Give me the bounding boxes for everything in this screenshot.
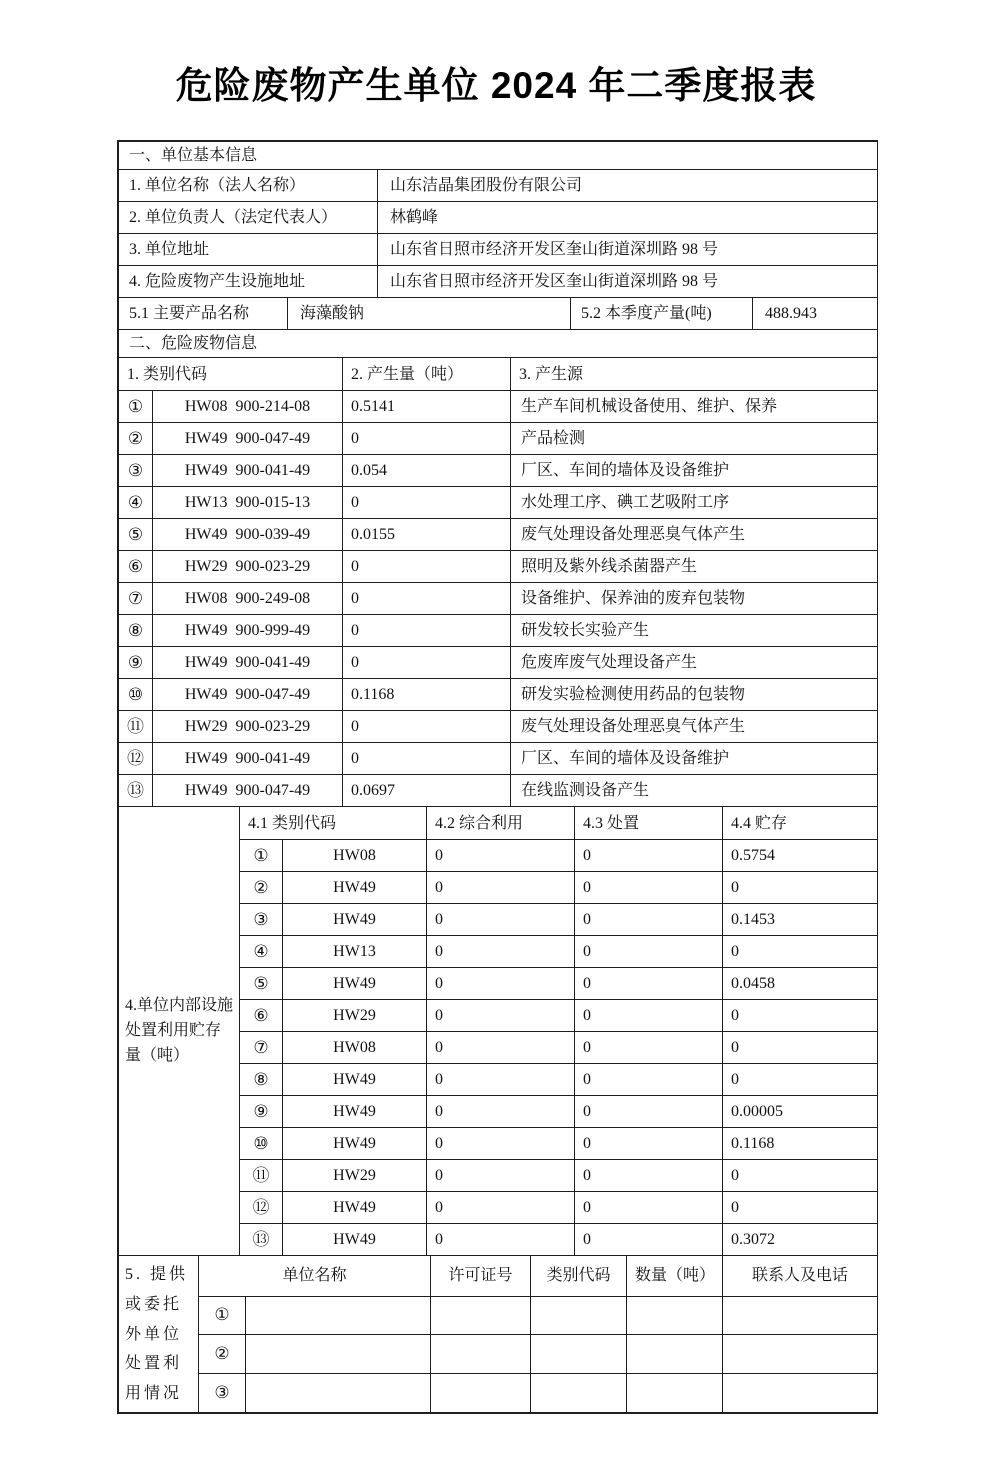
code-cell: [531, 1335, 627, 1374]
external-row: [119, 1296, 878, 1335]
waste-amount: 0: [343, 583, 511, 615]
storage-value: 0: [723, 1192, 878, 1224]
storage-value: 0: [723, 1000, 878, 1032]
storage-value: 0: [723, 936, 878, 968]
col-header-source: 3. 产生源: [511, 358, 878, 391]
storage-value: 0: [723, 1160, 878, 1192]
section5-label: 5. 提供或委托外单位处置利用情况: [119, 1256, 199, 1413]
internal-code: HW49: [283, 1128, 427, 1160]
internal-code: HW49: [283, 968, 427, 1000]
col-header-contact: 联系人及电话: [723, 1256, 878, 1296]
reuse-value: 0: [427, 936, 575, 968]
internal-code: HW08: [283, 1032, 427, 1064]
row-seq: ⑩: [119, 679, 153, 711]
col-header-amount: 数量（吨）: [627, 1256, 723, 1296]
internal-code: HW49: [283, 1192, 427, 1224]
internal-code: HW49: [283, 1096, 427, 1128]
table-row: [119, 298, 878, 330]
disposal-value: 0: [575, 1224, 723, 1256]
internal-header-row: [119, 807, 878, 840]
disposal-value: 0: [575, 1128, 723, 1160]
amount-cell: [627, 1374, 723, 1413]
storage-value: 0.00005: [723, 1096, 878, 1128]
reuse-value: 0: [427, 840, 575, 872]
facility-address-value: 山东省日照市经济开发区奎山街道深圳路 98 号: [378, 266, 878, 298]
row-seq: ①: [240, 840, 283, 872]
row-seq: ③: [119, 455, 153, 487]
row-seq: ②: [199, 1335, 246, 1374]
disposal-value: 0: [575, 840, 723, 872]
disposal-value: 0: [575, 1096, 723, 1128]
waste-code: HW13 900-015-13: [153, 487, 343, 519]
col-header-amount: 2. 产生量（吨）: [343, 358, 511, 391]
waste-amount: 0: [343, 423, 511, 455]
waste-amount: 0.054: [343, 455, 511, 487]
col-header-42-reuse: 4.2 综合利用: [427, 807, 575, 840]
section2-heading: 二、危险废物信息: [119, 330, 878, 358]
reuse-value: 0: [427, 1128, 575, 1160]
row-seq: ⑬: [119, 775, 153, 807]
reuse-value: 0: [427, 1192, 575, 1224]
table-internal-disposal: [118, 806, 878, 1256]
row-seq: ③: [199, 1374, 246, 1413]
facility-address-label: 4. 危险废物产生设施地址: [119, 266, 378, 298]
waste-row: [119, 775, 878, 807]
code-cell: [531, 1296, 627, 1335]
waste-row: [119, 487, 878, 519]
external-row: [119, 1374, 878, 1413]
unit-name-cell: [246, 1335, 431, 1374]
col-header-44-storage: 4.4 贮存: [723, 807, 878, 840]
col-header-code: 1. 类别代码: [119, 358, 343, 391]
reuse-value: 0: [427, 1096, 575, 1128]
row-seq: ⑪: [119, 711, 153, 743]
reuse-value: 0: [427, 968, 575, 1000]
waste-source: 废气处理设备处理恶臭气体产生: [511, 519, 878, 551]
table-waste-info: [118, 329, 878, 807]
waste-amount: 0.0697: [343, 775, 511, 807]
table-external-disposal: [118, 1255, 878, 1413]
license-cell: [431, 1296, 531, 1335]
contact-cell: [723, 1335, 878, 1374]
waste-row: [119, 391, 878, 423]
waste-code: HW49 900-047-49: [153, 423, 343, 455]
section4-label: 4.单位内部设施处置利用贮存量（吨）: [119, 807, 240, 1256]
row-seq: ⑫: [240, 1192, 283, 1224]
product-name-label: 5.1 主要产品名称: [119, 298, 288, 330]
report-form: [117, 140, 878, 1414]
waste-code: HW08 900-249-08: [153, 583, 343, 615]
internal-code: HW13: [283, 936, 427, 968]
row-seq: ⑨: [240, 1096, 283, 1128]
waste-source: 设备维护、保养油的废弃包装物: [511, 583, 878, 615]
waste-amount: 0: [343, 711, 511, 743]
waste-source: 在线监测设备产生: [511, 775, 878, 807]
waste-code: HW49 900-039-49: [153, 519, 343, 551]
waste-code: HW08 900-214-08: [153, 391, 343, 423]
disposal-value: 0: [575, 1032, 723, 1064]
waste-code: HW49 900-047-49: [153, 775, 343, 807]
quarter-output-label: 5.2 本季度产量(吨): [571, 298, 753, 330]
row-seq: ⑬: [240, 1224, 283, 1256]
unit-head-label: 2. 单位负责人（法定代表人）: [119, 202, 378, 234]
waste-source: 废气处理设备处理恶臭气体产生: [511, 711, 878, 743]
unit-name-label: 1. 单位名称（法人名称）: [119, 170, 378, 202]
waste-source: 水处理工序、碘工艺吸附工序: [511, 487, 878, 519]
waste-source: 研发实验检测使用药品的包装物: [511, 679, 878, 711]
contact-cell: [723, 1374, 878, 1413]
waste-code: HW49 900-999-49: [153, 615, 343, 647]
internal-code: HW49: [283, 872, 427, 904]
page-title: 危险废物产生单位 2024 年二季度报表: [175, 65, 817, 106]
waste-row: [119, 743, 878, 775]
waste-source: 厂区、车间的墙体及设备维护: [511, 743, 878, 775]
row-seq: ⑤: [240, 968, 283, 1000]
internal-code: HW29: [283, 1000, 427, 1032]
waste-row: [119, 615, 878, 647]
col-header-41-code: 4.1 类别代码: [240, 807, 427, 840]
external-row: [119, 1335, 878, 1374]
storage-value: 0: [723, 1064, 878, 1096]
row-seq: ⑨: [119, 647, 153, 679]
waste-source: 研发较长实验产生: [511, 615, 878, 647]
amount-cell: [627, 1296, 723, 1335]
waste-code: HW29 900-023-29: [153, 551, 343, 583]
reuse-value: 0: [427, 1224, 575, 1256]
storage-value: 0.0458: [723, 968, 878, 1000]
row-seq: ⑪: [240, 1160, 283, 1192]
waste-row: [119, 551, 878, 583]
table-row: [119, 170, 878, 202]
reuse-value: 0: [427, 1032, 575, 1064]
disposal-value: 0: [575, 936, 723, 968]
disposal-value: 0: [575, 1160, 723, 1192]
reuse-value: 0: [427, 1000, 575, 1032]
row-seq: ①: [119, 391, 153, 423]
row-seq: ⑩: [240, 1128, 283, 1160]
storage-value: 0.3072: [723, 1224, 878, 1256]
waste-source: 产品检测: [511, 423, 878, 455]
waste-row: [119, 679, 878, 711]
waste-amount: 0.5141: [343, 391, 511, 423]
internal-code: HW29: [283, 1160, 427, 1192]
unit-name-cell: [246, 1296, 431, 1335]
disposal-value: 0: [575, 1192, 723, 1224]
row-seq: ⑦: [119, 583, 153, 615]
product-name-value: 海藻酸钠: [288, 298, 571, 330]
waste-amount: 0: [343, 647, 511, 679]
reuse-value: 0: [427, 872, 575, 904]
waste-row: [119, 583, 878, 615]
waste-code: HW49 900-041-49: [153, 455, 343, 487]
row-seq: ⑦: [240, 1032, 283, 1064]
disposal-value: 0: [575, 904, 723, 936]
col-header-license: 许可证号: [431, 1256, 531, 1296]
reuse-value: 0: [427, 904, 575, 936]
row-seq: ⑫: [119, 743, 153, 775]
row-seq: ②: [240, 872, 283, 904]
internal-code: HW49: [283, 904, 427, 936]
row-seq: ⑥: [119, 551, 153, 583]
col-header-unit-name: 单位名称: [199, 1256, 431, 1296]
waste-row: [119, 519, 878, 551]
unit-address-label: 3. 单位地址: [119, 234, 378, 266]
waste-row: [119, 711, 878, 743]
disposal-value: 0: [575, 1000, 723, 1032]
contact-cell: [723, 1296, 878, 1335]
reuse-value: 0: [427, 1160, 575, 1192]
table-row: [119, 266, 878, 298]
waste-source: 厂区、车间的墙体及设备维护: [511, 455, 878, 487]
row-seq: ②: [119, 423, 153, 455]
waste-code: HW29 900-023-29: [153, 711, 343, 743]
waste-amount: 0: [343, 487, 511, 519]
col-header-43-disposal: 4.3 处置: [575, 807, 723, 840]
internal-code: HW49: [283, 1224, 427, 1256]
storage-value: 0: [723, 1032, 878, 1064]
waste-row: [119, 647, 878, 679]
row-seq: ⑤: [119, 519, 153, 551]
unit-head-value: 林鹤峰: [378, 202, 878, 234]
amount-cell: [627, 1335, 723, 1374]
code-cell: [531, 1374, 627, 1413]
waste-row: [119, 455, 878, 487]
disposal-value: 0: [575, 1064, 723, 1096]
row-seq: ⑧: [119, 615, 153, 647]
row-seq: ⑥: [240, 1000, 283, 1032]
unit-address-value: 山东省日照市经济开发区奎山街道深圳路 98 号: [378, 234, 878, 266]
section2-heading-row: [119, 330, 878, 358]
waste-row: [119, 423, 878, 455]
waste-source: 生产车间机械设备使用、维护、保养: [511, 391, 878, 423]
waste-amount: 0.0155: [343, 519, 511, 551]
row-seq: ⑧: [240, 1064, 283, 1096]
storage-value: 0.1168: [723, 1128, 878, 1160]
section1-heading: 一、单位基本信息: [119, 142, 878, 170]
disposal-value: 0: [575, 968, 723, 1000]
row-seq: ③: [240, 904, 283, 936]
waste-source: 照明及紫外线杀菌器产生: [511, 551, 878, 583]
row-seq: ①: [199, 1296, 246, 1335]
unit-name-value: 山东洁晶集团股份有限公司: [378, 170, 878, 202]
table-row: [119, 234, 878, 266]
license-cell: [431, 1374, 531, 1413]
internal-code: HW49: [283, 1064, 427, 1096]
internal-code: HW08: [283, 840, 427, 872]
waste-amount: 0.1168: [343, 679, 511, 711]
waste-source: 危废库废气处理设备产生: [511, 647, 878, 679]
col-header-code: 类别代码: [531, 1256, 627, 1296]
row-seq: ④: [119, 487, 153, 519]
table-basic-info: [118, 141, 878, 330]
quarter-output-value: 488.943: [753, 298, 878, 330]
waste-code: HW49 900-047-49: [153, 679, 343, 711]
unit-name-cell: [246, 1374, 431, 1413]
disposal-value: 0: [575, 872, 723, 904]
license-cell: [431, 1335, 531, 1374]
waste-code: HW49 900-041-49: [153, 743, 343, 775]
table-row: [119, 202, 878, 234]
external-header-row: [119, 1256, 878, 1296]
waste-header-row: [119, 358, 878, 391]
section1-heading-row: [119, 142, 878, 170]
waste-code: HW49 900-041-49: [153, 647, 343, 679]
waste-amount: 0: [343, 615, 511, 647]
waste-amount: 0: [343, 551, 511, 583]
storage-value: 0.1453: [723, 904, 878, 936]
reuse-value: 0: [427, 1064, 575, 1096]
row-seq: ④: [240, 936, 283, 968]
waste-amount: 0: [343, 743, 511, 775]
storage-value: 0.5754: [723, 840, 878, 872]
storage-value: 0: [723, 872, 878, 904]
